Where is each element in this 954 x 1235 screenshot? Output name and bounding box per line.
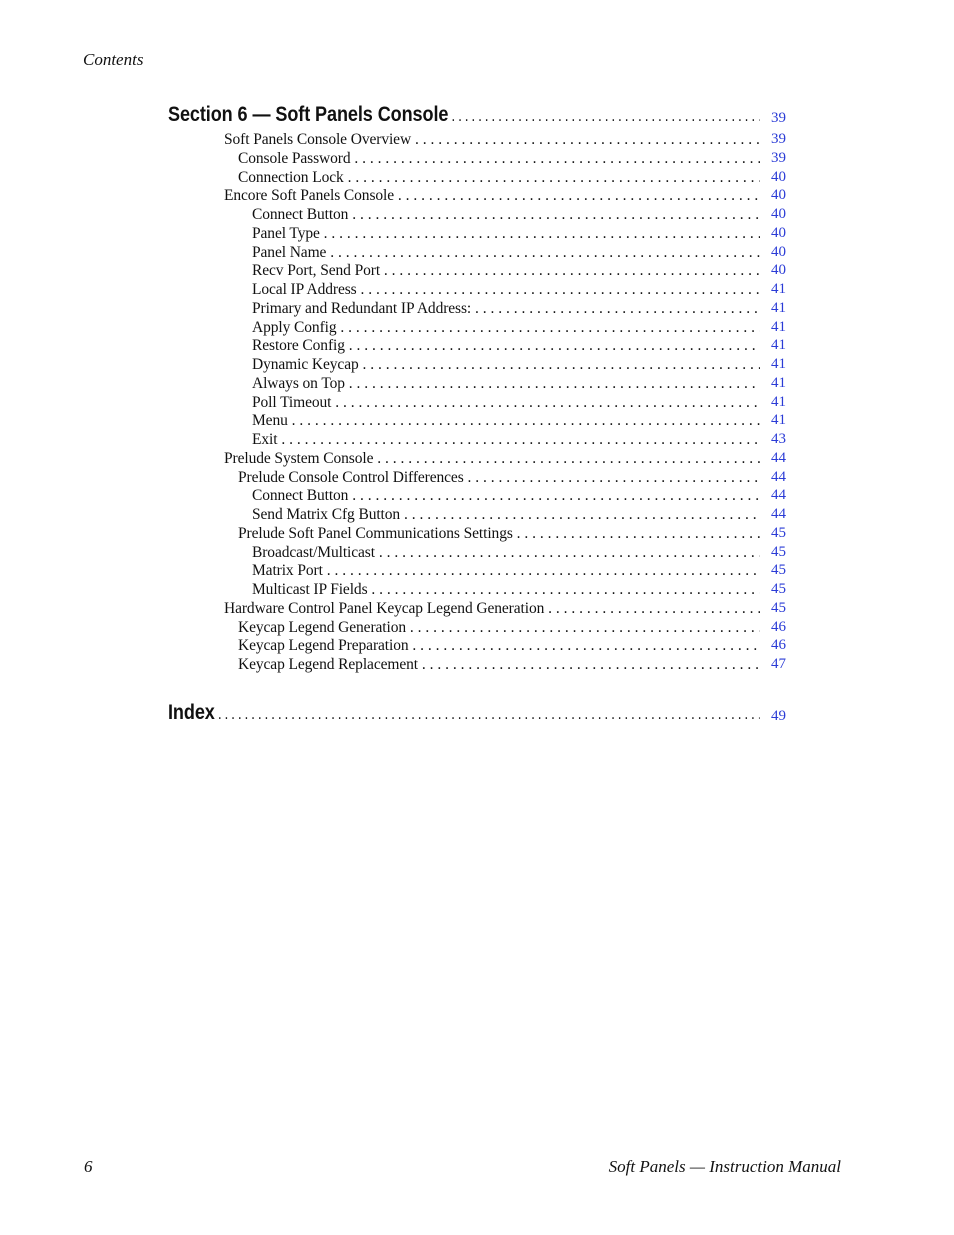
toc-entry-label: Prelude Console Control Differences . . . — [238, 468, 760, 487]
toc-page-link[interactable]: 44 — [771, 449, 786, 466]
toc-entry[interactable] — [0, 618, 954, 637]
toc-entry-label: Primary and Redundant IP Address: . . . — [252, 299, 760, 318]
toc-entry[interactable] — [0, 355, 954, 374]
toc-page-link[interactable]: 41 — [771, 374, 786, 391]
toc-entry-label: Connection Lock . . . — [238, 168, 760, 187]
toc-page-link[interactable]: 40 — [771, 168, 786, 185]
toc-page-link[interactable]: 45 — [771, 599, 786, 616]
toc-entry[interactable] — [0, 168, 954, 187]
toc-page-link[interactable]: 40 — [771, 262, 786, 279]
toc-entry-label: Keycap Legend Generation . . . — [238, 618, 760, 637]
running-header: Contents — [83, 50, 144, 69]
toc-section-entry[interactable] — [0, 698, 954, 728]
toc-page-link[interactable]: 45 — [771, 581, 786, 597]
toc-entry[interactable] — [0, 149, 954, 168]
toc-entry-label: Recv Port, Send Port . . . — [252, 261, 760, 280]
toc-entry[interactable] — [0, 299, 954, 318]
toc-entry[interactable] — [0, 655, 954, 674]
toc-entry[interactable] — [0, 505, 954, 524]
toc-page-link[interactable]: 40 — [771, 187, 786, 204]
toc-entry-label: Local IP Address . . . — [252, 280, 760, 299]
footer-manual-title: Soft Panels — Instruction Manual — [608, 1157, 841, 1176]
toc-entry[interactable] — [0, 543, 954, 562]
toc-entry[interactable] — [0, 449, 954, 468]
toc-entry-label: Restore Config . . . — [252, 336, 760, 355]
footer-page-number: 6 — [84, 1157, 93, 1176]
toc-page-link[interactable]: 46 — [771, 637, 786, 654]
toc-entry-label: Section 6 — Soft Panels Console . . . — [168, 100, 760, 132]
toc-entry[interactable] — [0, 205, 954, 224]
toc-entry[interactable] — [0, 411, 954, 430]
toc-page-link[interactable]: 43 — [771, 431, 786, 447]
toc-page-link[interactable]: 45 — [771, 543, 786, 560]
toc-entry-label: Keycap Legend Replacement . . . — [238, 655, 760, 674]
toc-page-link[interactable]: 39 — [771, 149, 786, 166]
toc-entry[interactable] — [0, 468, 954, 487]
toc-page-link[interactable]: 40 — [771, 206, 786, 222]
toc-entry[interactable] — [0, 186, 954, 205]
toc-entry[interactable] — [0, 224, 954, 243]
toc-entry[interactable] — [0, 130, 954, 149]
toc-page-link[interactable]: 44 — [771, 487, 786, 504]
toc-entry-label: Panel Type . . . — [252, 224, 760, 243]
toc-page-link[interactable]: 47 — [771, 656, 786, 672]
toc-page-link[interactable]: 49 — [771, 707, 786, 724]
toc-entry-label: Panel Name . . . — [252, 243, 760, 262]
toc-entry-label: Matrix Port . . . — [252, 561, 760, 580]
toc-entry-label: Keycap Legend Preparation . . . — [238, 636, 760, 655]
toc-page-link[interactable]: 41 — [771, 412, 786, 429]
toc-entry[interactable] — [0, 599, 954, 618]
toc-entry[interactable] — [0, 336, 954, 355]
toc-page-link[interactable]: 41 — [771, 393, 786, 410]
toc-entry[interactable] — [0, 261, 954, 280]
toc-page-link[interactable]: 41 — [771, 299, 786, 316]
toc-page-link[interactable]: 40 — [771, 243, 786, 260]
toc-entry[interactable] — [0, 561, 954, 580]
toc-entry-label: Prelude System Console . . . — [224, 449, 760, 468]
toc-page-link[interactable]: 46 — [771, 618, 786, 635]
toc-page-link[interactable]: 44 — [771, 468, 786, 485]
toc-page-link[interactable]: 41 — [771, 356, 786, 372]
toc-page-link[interactable]: 44 — [771, 506, 786, 522]
toc-page-link[interactable]: 45 — [771, 524, 786, 541]
toc-entry-label: Soft Panels Console Overview . . . — [224, 130, 760, 149]
toc-page-link[interactable]: 41 — [771, 318, 786, 335]
toc-entry[interactable] — [0, 374, 954, 393]
toc-entry-label: Send Matrix Cfg Button . . . — [252, 505, 760, 524]
toc-page-link[interactable]: 45 — [771, 562, 786, 579]
toc-entry-label: Apply Config . . . — [252, 318, 760, 337]
toc-entry-label: Broadcast/Multicast . . . — [252, 543, 760, 562]
toc-entry-label: Console Password . . . — [238, 149, 760, 168]
toc-page-link[interactable]: 41 — [771, 337, 786, 354]
toc-section-entry[interactable] — [0, 100, 954, 130]
toc-entry-label: Always on Top . . . — [252, 374, 760, 393]
toc-entry-label: Prelude Soft Panel Communications Settings . . . — [238, 524, 760, 543]
toc-entry-label: Encore Soft Panels Console . . . — [224, 186, 760, 205]
toc-page-link[interactable]: 40 — [771, 224, 786, 241]
toc-entry-label: Menu . . . — [252, 411, 760, 430]
toc-entry-label: Dynamic Keycap . . . — [252, 355, 760, 374]
toc-entry[interactable] — [0, 486, 954, 505]
toc-entry-label: Connect Button . . . — [252, 205, 760, 224]
toc-entry[interactable] — [0, 243, 954, 262]
toc-entry-label: Connect Button . . . — [252, 486, 760, 505]
toc-entry[interactable] — [0, 393, 954, 412]
toc-entry-label: Exit . . . — [252, 430, 760, 449]
toc-entry-label: Hardware Control Panel Keycap Legend Generation . . . — [224, 599, 760, 618]
toc-page-link[interactable]: 39 — [771, 131, 786, 147]
toc-entry[interactable] — [0, 524, 954, 543]
toc-entry[interactable] — [0, 318, 954, 337]
toc-entry-label: Multicast IP Fields . . . — [252, 580, 760, 599]
toc-page-link[interactable]: 39 — [771, 110, 786, 126]
toc-entry-label: Index . . . — [168, 698, 760, 730]
toc-entry[interactable] — [0, 280, 954, 299]
toc-entry[interactable] — [0, 430, 954, 449]
toc-entry[interactable] — [0, 580, 954, 599]
toc-entry-label: Poll Timeout . . . — [252, 393, 760, 412]
toc-entry[interactable] — [0, 636, 954, 655]
toc-page-link[interactable]: 41 — [771, 281, 786, 297]
